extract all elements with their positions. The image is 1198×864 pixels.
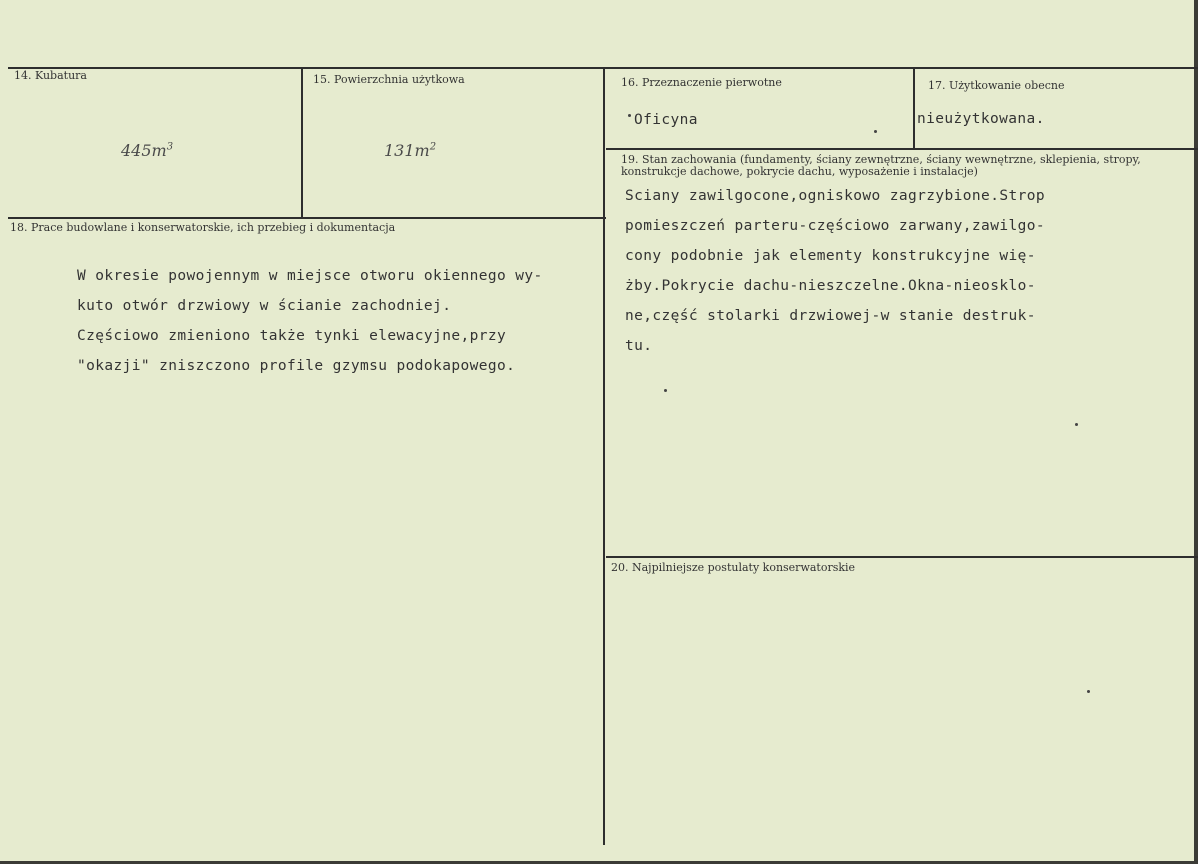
field-16-label: 16. Przeznaczenie pierwotne <box>621 76 782 89</box>
field-19-line: pomieszczeń parteru-częściowo zarwany,zawilgo- <box>625 218 1045 234</box>
field-17-value: nieużytkowana. <box>917 111 1045 127</box>
field-19-line: cony podobnie jak elementy konstrukcyjne wię- <box>625 248 1036 264</box>
field-20-label: 20. Najpilniejsze postulaty konserwatorskie <box>611 561 856 574</box>
paper-speck <box>628 114 631 117</box>
field-19-label: 19. Stan zachowania (fundamenty, ściany zewnętrzne, ściany wewnętrzne, sklepienia, stropy, konstrukcje dachowe, pokrycie dachu, wyposażenie i instalacje) <box>621 153 1141 178</box>
divider-16-17 <box>913 67 915 148</box>
field-15-unit-sup: 2 <box>429 141 437 153</box>
paper-speck <box>874 130 877 133</box>
field-15-label: 15. Powierzchnia użytkowa <box>313 73 465 86</box>
paper-speck <box>1075 423 1078 426</box>
rule-above-20 <box>606 556 1198 558</box>
field-19-line: tu. <box>625 338 653 354</box>
paper-speck <box>664 389 667 392</box>
field-15-number: 131 <box>384 141 415 160</box>
field-19-line: żby.Pokrycie dachu-nieszczelne.Okna-nieosklo- <box>625 278 1036 294</box>
field-14-label: 14. Kubatura <box>14 69 87 82</box>
field-19-line: Sciany zawilgocone,ogniskowo zagrzybione.Strop <box>625 188 1045 204</box>
field-18-line: "okazji" zniszczono profile gzymsu podokapowego. <box>77 358 516 374</box>
rule-under-16-17 <box>606 148 1198 150</box>
card-right-edge <box>1194 0 1198 864</box>
field-19-line: ne,część stolarki drzwiowej-w stanie destruk- <box>625 308 1036 324</box>
field-17-label: 17. Użytkowanie obecne <box>928 79 1065 92</box>
field-18-line: W okresie powojennym w miejsce otworu okiennego wy- <box>77 268 543 284</box>
field-14-unit: m <box>151 141 167 160</box>
field-18-text <box>77 268 543 388</box>
field-18-label: 18. Prace budowlane i konserwatorskie, ich przebieg i dokumentacja <box>10 221 396 234</box>
field-14-value <box>121 141 173 160</box>
field-16-value: Oficyna <box>634 112 698 128</box>
field-18-line: Częściowo zmieniono także tynki elewacyjne,przy <box>77 328 507 344</box>
rule-under-14-15 <box>8 217 606 219</box>
field-15-value <box>384 141 436 160</box>
center-divider <box>603 67 605 845</box>
paper-speck <box>1087 690 1090 693</box>
field-15-unit: m <box>414 141 430 160</box>
field-14-unit-sup: 3 <box>166 141 174 153</box>
field-19-text <box>625 188 1045 368</box>
field-14-number: 445 <box>121 141 152 160</box>
field-18-line: kuto otwór drzwiowy w ścianie zachodniej. <box>77 298 452 314</box>
divider-14-15 <box>301 67 303 217</box>
